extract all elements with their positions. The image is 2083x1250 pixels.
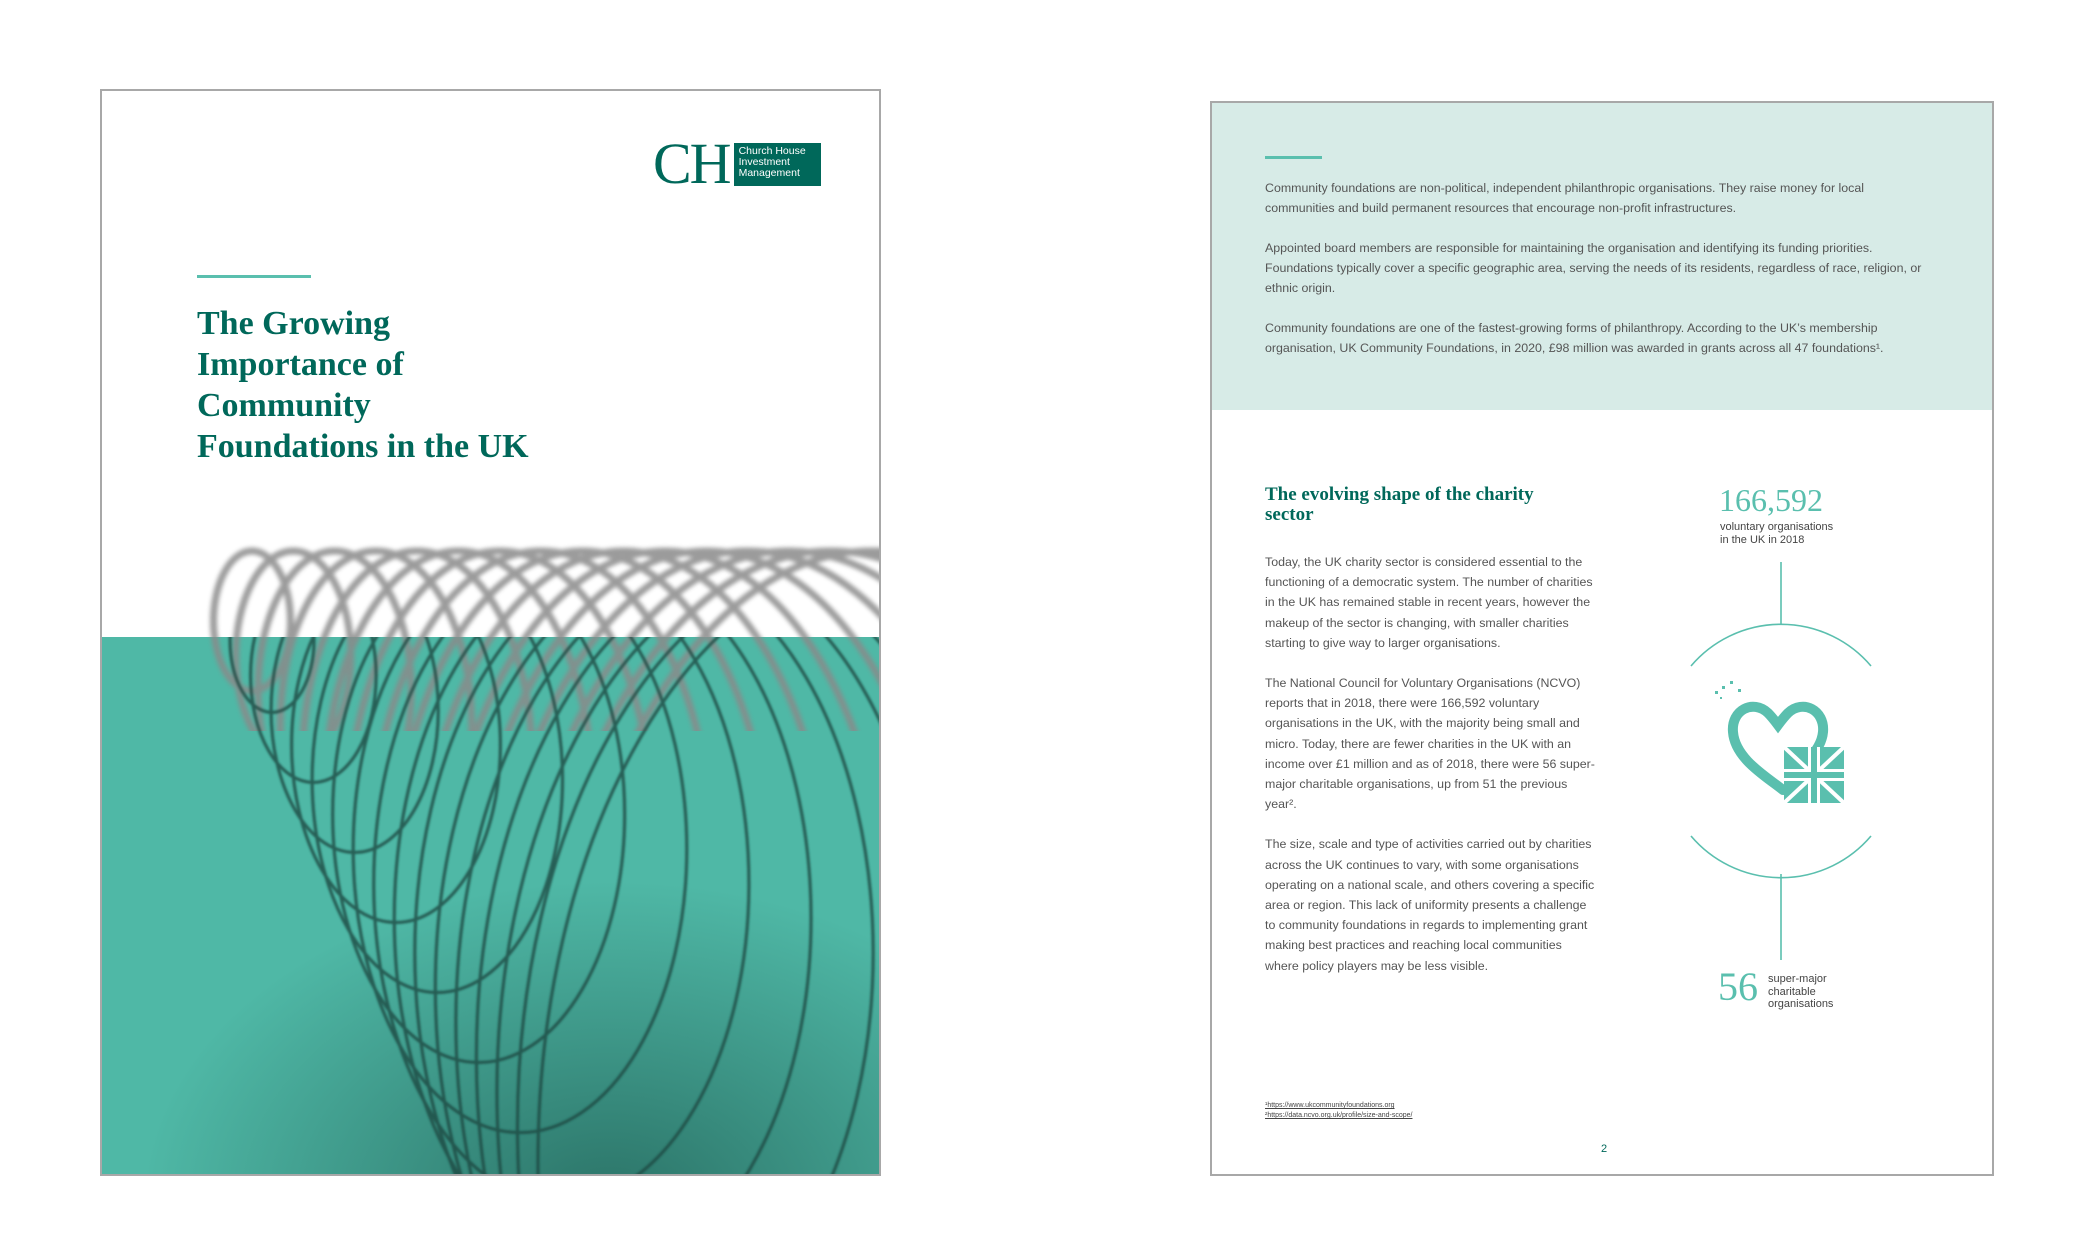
intro-paragraph: Community foundations are one of the fastest-growing forms of philanthropy. According to the UK’s membership organisation, UK Community Foundations, in 2020, £98 million was awarded in grants across all 47 foundations¹.	[1265, 321, 1884, 355]
cover-title-line: Community	[197, 387, 371, 424]
arc-bottom	[1691, 836, 1871, 878]
heart-union-jack-icon	[1715, 681, 1844, 803]
cover-page	[100, 89, 881, 1176]
stat-super-major-value: 56	[1718, 964, 1758, 1009]
cover-photo	[102, 91, 881, 1176]
stat-voluntary-orgs-label: voluntary organisations in the UK in 2018	[1720, 521, 1834, 546]
stat-super-major-label: super-major charitable organisations	[1768, 973, 1834, 1010]
intro-paragraph: Community foundations are non-political, independent philanthropic organisations. They raise money for local communities and build permanent resources that encourage non-profit infrastructures.	[1265, 181, 1864, 215]
church-house-logo	[653, 131, 821, 196]
intro-accent-rule	[1265, 156, 1322, 159]
body-paragraph: The National Council for Voluntary Organisations (NCVO) reports that in 2018, there were 166,592 voluntary organisations in the UK, with the majority being small and micro. Today, there are fewer charities in the UK with an income over £1 million and as of 2018, there were 56 super-major charitable organisations, up from 51 the previous year².	[1265, 676, 1595, 812]
intro-text	[1265, 178, 1935, 378]
intro-paragraph: Appointed board members are responsible for maintaining the organisation and identifying its funding priorities. Foundations typically cover a specific geographic area, serving the needs of its residents, regardless of race, religion, or ethnic origin.	[1265, 241, 1922, 295]
logo-wordmark	[734, 143, 821, 186]
cover-title-line: Importance of	[197, 346, 404, 383]
body-text	[1265, 552, 1595, 996]
logo-line: Church House	[738, 144, 806, 157]
logo-line: Investment	[738, 155, 790, 168]
arc-top	[1691, 624, 1871, 666]
footnote-link[interactable]: ¹https://www.ukcommunityfoundations.org	[1265, 1102, 1395, 1109]
footnotes	[1265, 1101, 1565, 1121]
section-heading: The evolving shape of the charity sector	[1265, 484, 1534, 525]
cover-accent-rule	[197, 275, 311, 278]
stat-voluntary-orgs-value: 166,592	[1719, 482, 1823, 518]
cover-title-line: The Growing	[197, 305, 391, 342]
cover-title-line: Foundations in the UK	[197, 428, 529, 465]
content-page	[1210, 101, 1994, 1176]
logo-monogram: CH	[653, 131, 730, 196]
cover-title	[197, 303, 617, 467]
body-paragraph: Today, the UK charity sector is considered essential to the functioning of a democratic system. The number of charities in the UK has remained stable in recent years, however the makeup of the sector is changing, with smaller charities starting to give way to larger organisations.	[1265, 555, 1593, 650]
body-paragraph: The size, scale and type of activities carried out by charities across the UK continues to vary, with some organisations operating on a national scale, and others covering a specific area or region. This lack of uniformity presents a challenge to community foundations in regards to implementing grant making best practices and reaching local communities where policy players may be less visible.	[1265, 837, 1595, 973]
page-number: 2	[1600, 1143, 1608, 1155]
footnote-link[interactable]: ²https://data.ncvo.org.uk/profile/size-and-scope/	[1265, 1112, 1413, 1119]
logo-line: Management	[738, 166, 800, 179]
